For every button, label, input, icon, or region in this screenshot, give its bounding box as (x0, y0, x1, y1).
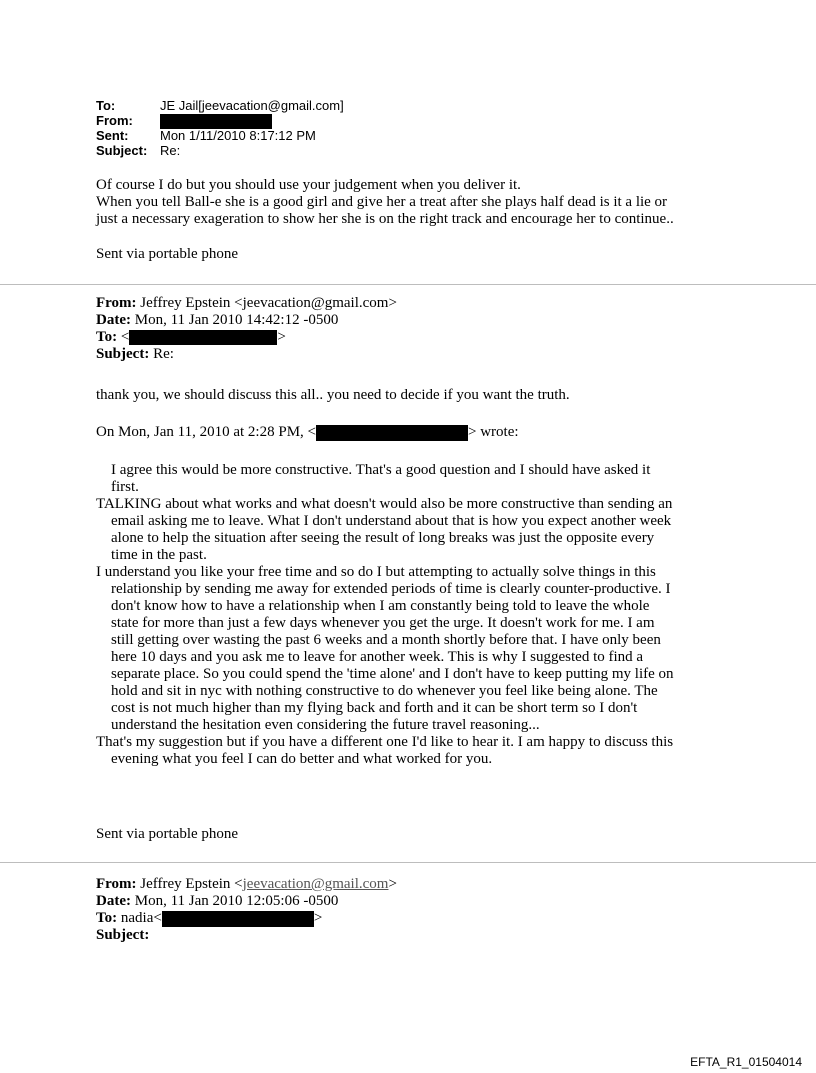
to-redaction (129, 330, 277, 345)
quote-line: hold and sit in nyc with nothing constructive to do whenever you feel like being alone. The (111, 683, 658, 699)
from-label: From: (96, 295, 137, 311)
quote-line: still getting over wasting the past 6 weeks and a month shortly before that. I have only been (111, 632, 661, 648)
to-value: JE Jail[jeevacation@gmail.com] (160, 98, 344, 113)
quote-line: don't know how to have a relationship when I am constantly being told to leave the whole (111, 598, 650, 614)
date-value: Mon, 11 Jan 2010 14:42:12 -0500 (134, 312, 339, 328)
quoted-message (96, 462, 674, 768)
quote-line: state for more than just a few days whenever you get the urge. It doesn't work for me. I am (111, 615, 655, 631)
to-label: To: (96, 910, 118, 926)
quote-line: That's my suggestion but if you have a different one I'd like to hear it. I am happy to discuss this (96, 734, 674, 750)
email1-signature: Sent via portable phone (96, 246, 239, 262)
to-label: To: (96, 329, 118, 345)
date-label: Date: (96, 893, 131, 909)
quote-line: cost is not much higher than my flying back and forth and it can be short term so I don't (111, 700, 638, 716)
sent-value: Mon 1/11/2010 8:17:12 PM (160, 128, 316, 143)
email2-wrote-line: On Mon, Jan 11, 2010 at 2:28 PM, < > wrote: (96, 424, 519, 440)
subject-label: Subject: (96, 346, 150, 362)
quote-line: first. (111, 479, 139, 495)
subject-value: Re: (153, 346, 174, 362)
quote-line: relationship by sending me away for extended periods of time is clearly counter-productive. I (111, 581, 671, 597)
email-link[interactable]: jeevacation@gmail.com (242, 876, 389, 892)
subject-value: Re: (160, 143, 181, 158)
quote-line: TALKING about what works and what doesn't would also be more constructive than sending an (96, 496, 673, 512)
subject-label: Subject: (96, 143, 148, 158)
email2-body: thank you, we should discuss this all.. you need to decide if you want the truth. (96, 387, 570, 403)
sent-label: Sent: (96, 128, 129, 143)
subject-label: Subject: (96, 927, 150, 943)
quote-line: time in the past. (111, 547, 207, 563)
from-redaction (160, 113, 272, 129)
document-id: EFTA_R1_01504014 (690, 1055, 802, 1069)
from-label: From: (96, 876, 137, 892)
email2-signature: Sent via portable phone (96, 826, 239, 842)
email1-body-line2: When you tell Ball-e she is a good girl and give her a treat after she plays half dead is it a lie or (96, 194, 668, 210)
date-label: Date: (96, 312, 131, 328)
date-value: Mon, 11 Jan 2010 12:05:06 -0500 (134, 893, 339, 909)
from-value: Jeffrey Epstein <jeevacation@gmail.com> (140, 295, 397, 311)
quote-line: separate place. So you could spend the 'time alone' and I don't have to keep putting my life on (111, 666, 674, 682)
email2-header: From: Jeffrey Epstein <jeevacation@gmail.com> Date: Mon, 11 Jan 2010 14:42:12 -0500 To: < > Subject: Re: (96, 295, 397, 362)
quote-line: I understand you like your free time and so do I but attempting to actually solve things in this (96, 564, 656, 580)
email3-header: From: Jeffrey Epstein <jeevacation@gmail.com> Date: Mon, 11 Jan 2010 12:05:06 -0500 To: nadia< > Subject: (96, 876, 397, 943)
divider (0, 284, 816, 285)
quote-line: email asking me to leave. What I don't understand about that is how you expect another week (111, 513, 672, 529)
quote-line: understand the hesitation even considering the future travel reasoning... (111, 717, 540, 733)
from-label: From: (96, 113, 133, 128)
email1-body-line1: Of course I do but you should use your judgement when you deliver it. (96, 177, 521, 193)
quote-line: here 10 days and you ask me to leave for another week. This is why I suggested to find a (111, 649, 644, 665)
quote-line: evening what you feel I can do better and what worked for you. (111, 751, 493, 767)
quote-line: alone to help the situation after seeing the result of long breaks was just the opposite every (111, 530, 655, 546)
wrote-redaction (316, 425, 468, 441)
to-label: To: (96, 98, 116, 113)
email1-body-line3: just a necessary exageration to show her she is on the right track and encourage her to continue.. (96, 211, 674, 227)
divider (0, 862, 816, 863)
quote-line: I agree this would be more constructive. That's a good question and I should have asked it (111, 462, 651, 478)
to-redaction (162, 911, 314, 927)
